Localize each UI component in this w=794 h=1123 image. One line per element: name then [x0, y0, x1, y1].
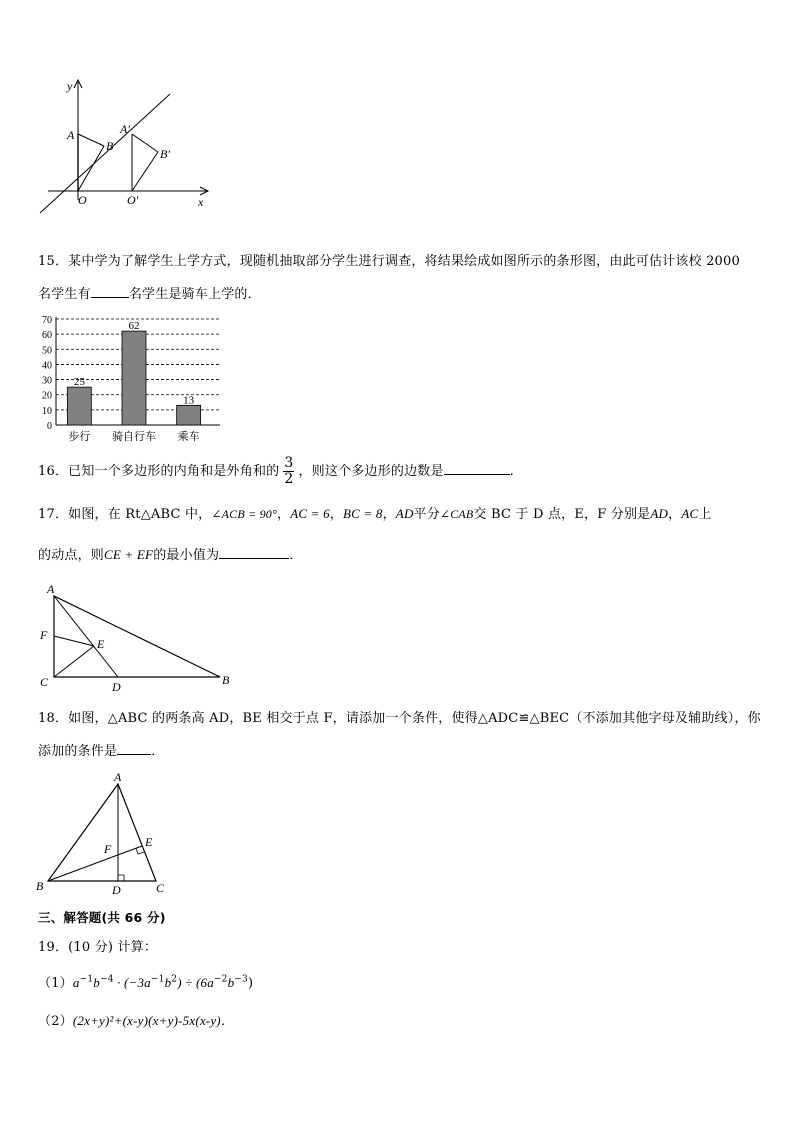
q19-heading: 19．(10 分) 计算： — [38, 940, 158, 955]
q17-line2a: 的动点，则 — [38, 548, 105, 563]
q19-part2 — [38, 1010, 234, 1029]
q16-frac-denominator: 2 — [284, 471, 294, 487]
fig14-segment-B2O2 — [132, 152, 158, 191]
fig17-label-A: A — [47, 582, 55, 596]
q19-p1-mid: · (−3a — [113, 975, 151, 990]
fig14-label-B: B — [106, 139, 114, 153]
q18-answer-blank[interactable] — [117, 742, 151, 755]
q16-fraction — [283, 456, 294, 487]
q17-sep3: ， — [382, 507, 396, 522]
q17-number: 17． — [38, 507, 69, 522]
q19-p1-b: b — [93, 975, 100, 990]
q16-frac-numerator: 3 — [284, 455, 294, 471]
q18-line2 — [38, 740, 164, 759]
chart-y-tick-label: 40 — [42, 360, 52, 372]
q18-text2a: 添加的条件是 — [38, 744, 118, 759]
q17-m6: AD — [650, 506, 669, 521]
fig17-label-E: E — [97, 637, 105, 651]
chart-y-tick-label: 10 — [42, 405, 52, 417]
q19-p1-e5: −2 — [213, 974, 228, 985]
q15-line1 — [38, 250, 740, 269]
fig17-label-F: F — [40, 628, 48, 642]
section3-title: 三、解答题(共 66 分) — [38, 910, 166, 925]
fig17-segment-AD — [54, 596, 118, 677]
fig14-label-x: x — [198, 195, 204, 209]
fig18-label-E: E — [145, 835, 153, 849]
q15-bar-chart — [30, 310, 230, 445]
fig18-triangle-ABC — [48, 784, 156, 881]
fig18-label-A: A — [114, 770, 122, 784]
chart-y-tick-label: 0 — [47, 421, 52, 432]
chart-bar — [122, 331, 146, 425]
fig18-altitude-BE — [48, 846, 142, 881]
fig18-label-F: F — [104, 842, 112, 856]
fig18-label-D: D — [112, 883, 121, 897]
q17-sep1: ， — [277, 507, 291, 522]
fig14-segment-AB — [78, 134, 104, 146]
chart-y-tick-label: 60 — [42, 330, 52, 342]
q15-text1: 某中学为了解学生上学方式，现随机抽取部分学生进行调查，将结果绘成如图所示的条形图，由此可估计该校 2000 — [68, 254, 740, 269]
q19-p1-a: a — [72, 975, 80, 990]
q17-t4: 上 — [698, 507, 712, 522]
q19-p1-e1: −1 — [79, 974, 94, 985]
q17-m2: AC = 6 — [290, 506, 330, 521]
chart-category-label: 乘车 — [177, 431, 200, 443]
fig18-triangle-figure — [32, 768, 182, 898]
q15-line2 — [38, 283, 261, 302]
q17-m4: AD — [395, 506, 414, 521]
q16-text1: 已知一个多边形的内角和是外角和的 — [68, 464, 280, 479]
q19-p1-label: （1） — [38, 976, 73, 991]
chart-data-label: 62 — [128, 320, 140, 333]
q17-m3: BC = 8 — [343, 506, 383, 521]
chart-bar — [67, 387, 91, 425]
fig14-segment-A2B2 — [132, 134, 158, 152]
q19-p2-label: （2） — [38, 1014, 73, 1029]
fig14-label-B2: B′ — [160, 147, 170, 161]
q18-number: 18． — [38, 711, 69, 726]
fig18-label-C: C — [156, 881, 165, 895]
chart-y-tick-label: 50 — [42, 345, 52, 357]
q19-p1-e2: −4 — [99, 974, 114, 985]
q19-p1-mid2: b — [164, 975, 172, 990]
q16-end: . — [509, 464, 515, 479]
q15-answer-blank[interactable] — [91, 285, 129, 298]
q19-p1-mid3: ) ÷ (6a — [177, 975, 214, 990]
fig17-triangle-figure — [34, 578, 244, 698]
q17-m8: CE + EF — [104, 547, 154, 562]
q16-answer-blank[interactable] — [444, 462, 510, 475]
fig18-label-B: B — [36, 879, 44, 893]
q16-line — [38, 454, 514, 490]
q17-answer-blank[interactable] — [219, 546, 289, 559]
q17-t2: 平分 — [413, 507, 440, 522]
fig14-label-y: y — [67, 79, 73, 93]
fig17-segment-CE — [54, 646, 94, 677]
q17-sep4: ， — [668, 507, 682, 522]
fig14-diagonal-line — [40, 94, 170, 213]
q18-text1: 如图，△ABC 的两条高 AD，BE 相交于点 F，请添加一个条件，使得△ADC≌△BEC（不添加其他字母及辅助线），你 — [68, 711, 761, 726]
fig17-label-B: B — [222, 673, 230, 687]
chart-data-label: 25 — [73, 376, 85, 389]
q17-m7: AC — [681, 506, 699, 521]
q15-text2b: 名学生是骑车上学的． — [128, 287, 261, 302]
q17-m5: ∠CAB — [439, 507, 474, 521]
q17-end: ． — [289, 548, 303, 563]
q16-number: 16． — [38, 464, 69, 479]
q17-t3: 交 BC 于 D 点，E，F 分别是 — [473, 507, 651, 522]
q19-p1-e4: 2 — [171, 974, 178, 985]
q19-p1-e6: −3 — [234, 974, 248, 985]
q17-line2 — [38, 544, 302, 563]
fig17-triangle-ABC — [54, 596, 220, 677]
fig14-coordinate-figure — [30, 78, 220, 216]
q19-p1-end: ) — [247, 976, 254, 991]
q18-line1 — [38, 707, 761, 726]
q17-t1: 如图，在 Rt△ABC 中， — [68, 507, 212, 522]
chart-data-label: 13 — [183, 394, 195, 407]
fig14-label-O: O — [78, 193, 87, 207]
q19-p2-expression: (2x+y)²+(x-y)(x+y)-5x(x-y)． — [72, 1013, 235, 1028]
q18-end: ． — [151, 744, 165, 759]
chart-y-tick-label: 30 — [42, 375, 52, 387]
fig18-right-angle-D — [118, 875, 124, 881]
q16-text2: ，则这个多边形的边数是 — [298, 464, 444, 479]
q17-line2b: 的最小值为 — [153, 548, 220, 563]
chart-category-label: 骑自行车 — [112, 431, 156, 443]
q19-part1 — [38, 972, 253, 991]
fig17-label-C: C — [40, 675, 49, 689]
fig14-segment-BO — [78, 146, 104, 191]
chart-category-label: 步行 — [68, 431, 91, 443]
fig17-label-D: D — [112, 680, 121, 694]
fig14-label-A2: A′ — [120, 122, 130, 136]
q17-line1 — [38, 503, 712, 522]
chart-y-tick-label: 20 — [42, 390, 52, 402]
q19-p1-mid4: b — [227, 975, 235, 990]
chart-y-tick-label: 70 — [42, 315, 52, 326]
fig14-label-A: A — [67, 128, 75, 142]
q15-number: 15． — [38, 254, 69, 269]
chart-bar — [177, 405, 201, 425]
fig14-label-O2: O′ — [127, 193, 139, 207]
q19-p1-e3: −1 — [150, 974, 165, 985]
q17-m1: ∠ACB = 90° — [211, 507, 277, 521]
fig17-segment-FE — [54, 636, 94, 646]
q15-text2a: 名学生有 — [38, 287, 91, 302]
q17-sep2: ， — [329, 507, 343, 522]
